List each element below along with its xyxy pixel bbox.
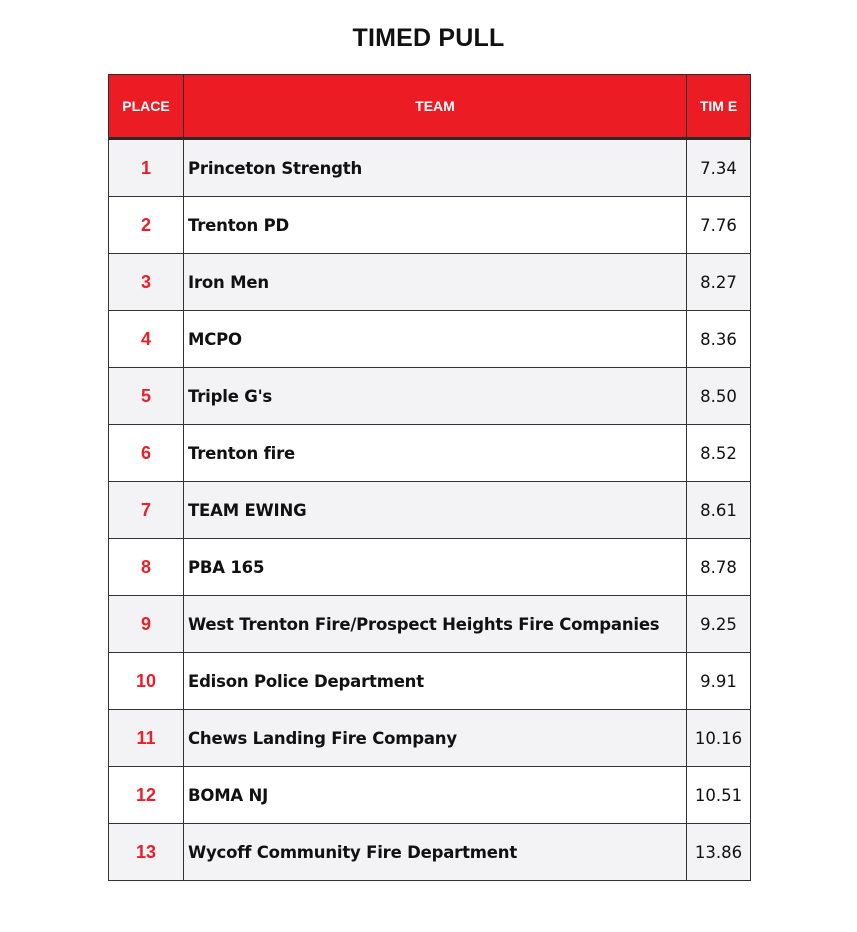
team-cell: Iron Men [184,254,687,311]
table-row [109,596,751,653]
time-cell: 10.16 [687,710,751,767]
team-cell: BOMA NJ [184,767,687,824]
place-cell: 8 [109,539,184,596]
time-cell: 8.52 [687,425,751,482]
time-cell: 8.61 [687,482,751,539]
team-cell: Princeton Strength [184,139,687,197]
place-cell: 9 [109,596,184,653]
table-row [109,482,751,539]
team-cell: Trenton PD [184,197,687,254]
place-cell: 6 [109,425,184,482]
table-row [109,254,751,311]
time-cell: 10.51 [687,767,751,824]
place-cell: 12 [109,767,184,824]
place-cell: 7 [109,482,184,539]
table-row [109,425,751,482]
time-cell: 9.25 [687,596,751,653]
team-cell: MCPO [184,311,687,368]
team-cell: TEAM EWING [184,482,687,539]
page-title: TIMED PULL [352,24,505,52]
time-cell: 7.34 [687,139,751,197]
table-row [109,197,751,254]
time-cell: 8.50 [687,368,751,425]
team-cell: Chews Landing Fire Company [184,710,687,767]
header-row [109,75,751,139]
time-cell: 8.27 [687,254,751,311]
place-cell: 5 [109,368,184,425]
time-cell: 8.78 [687,539,751,596]
time-cell: 9.91 [687,653,751,710]
table-row [109,710,751,767]
table-row [109,368,751,425]
table-row [109,139,751,197]
time-cell: 7.76 [687,197,751,254]
header-place: PLACE [109,75,184,139]
table-row [109,311,751,368]
table-row [109,539,751,596]
place-cell: 13 [109,824,184,881]
table-row [109,824,751,881]
team-cell: West Trenton Fire/Prospect Heights Fire Companies [184,596,687,653]
time-cell: 13.86 [687,824,751,881]
time-cell: 8.36 [687,311,751,368]
team-cell: Edison Police Department [184,653,687,710]
header-team: TEAM [184,75,687,139]
place-cell: 11 [109,710,184,767]
team-cell: Triple G's [184,368,687,425]
place-cell: 1 [109,139,184,197]
table-row [109,767,751,824]
table-row [109,653,751,710]
team-cell: Trenton fire [184,425,687,482]
place-cell: 10 [109,653,184,710]
header-time: TIM E [687,75,751,139]
team-cell: Wycoff Community Fire Department [184,824,687,881]
results-table [108,74,751,881]
team-cell: PBA 165 [184,539,687,596]
place-cell: 2 [109,197,184,254]
place-cell: 3 [109,254,184,311]
place-cell: 4 [109,311,184,368]
